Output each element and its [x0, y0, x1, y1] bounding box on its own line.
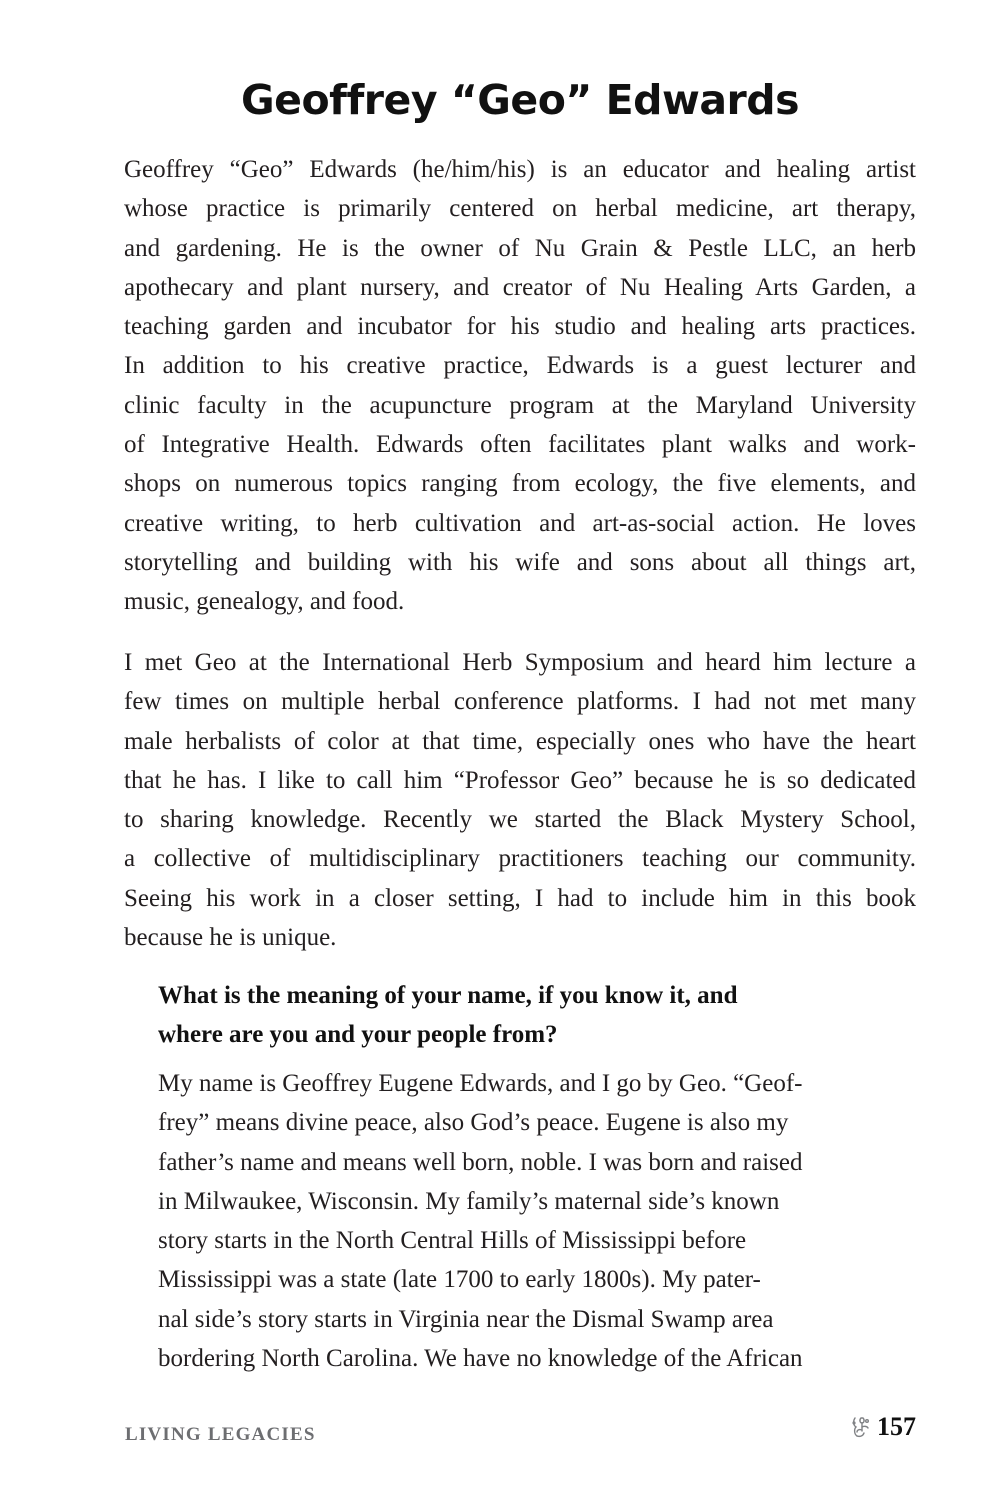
text-line: I met Geo at the International Herb Symposium and heard him lecture a: [124, 649, 916, 676]
answer-line: bordering North Carolina. We have no knowledge of the African: [158, 1345, 803, 1373]
text-line: male herbalists of color at that time, especially ones who have the heart: [124, 727, 916, 755]
text-line: music, genealogy, and food.: [124, 588, 405, 616]
intro-paragraph: [124, 150, 916, 622]
text-line: to sharing knowledge. Recently we started the Black Mystery School,: [124, 806, 916, 834]
text-line: clinic faculty in the acupuncture program at the Maryland University: [124, 391, 916, 419]
interview-question: [158, 976, 878, 1055]
text-line: creative writing, to herb cultivation and art-as-social action. He loves: [124, 509, 916, 537]
text-line: that he has. I like to call him “Professor Geo” because he is so dedicated: [124, 766, 916, 794]
text-line: shops on numerous topics ranging from ecology, the five elements, and: [124, 470, 916, 498]
text-line: storytelling and building with his wife and sons about all things art,: [124, 548, 916, 576]
interview-answer: [158, 1064, 880, 1378]
page-title: Geoffrey “Geo” Edwards: [241, 76, 799, 124]
answer-line: in Milwaukee, Wisconsin. My family’s maternal side’s known: [158, 1187, 780, 1215]
page-number: 157: [877, 1412, 916, 1441]
text-line: of Integrative Health. Edwards often facilitates plant walks and work-: [124, 431, 916, 459]
text-line: because he is unique.: [124, 924, 337, 952]
answer-line: story starts in the North Central Hills of Mississippi before: [158, 1227, 747, 1255]
question-line: What is the meaning of your name, if you know it, and: [158, 982, 738, 1009]
text-line: Geoffrey “Geo” Edwards (he/him/his) is an educator and healing artist: [124, 156, 916, 183]
answer-line: nal side’s story starts in Virginia near the Dismal Swamp area: [158, 1305, 774, 1333]
text-line: Seeing his work in a closer setting, I had to include him in this book: [124, 884, 916, 912]
answer-line: frey” means divine peace, also God’s peace. Eugene is also my: [158, 1109, 789, 1137]
text-line: In addition to his creative practice, Edwards is a guest lecturer and: [124, 352, 916, 380]
text-line: apothecary and plant nursery, and creator of Nu Healing Arts Garden, a: [124, 273, 916, 301]
text-line: and gardening. He is the owner of Nu Grain & Pestle LLC, an herb: [124, 234, 916, 262]
text-line: a collective of multidisciplinary practitioners teaching our community.: [124, 845, 916, 873]
text-line: teaching garden and incubator for his studio and healing arts practices.: [124, 313, 916, 341]
question-line: where are you and your people from?: [158, 1021, 558, 1049]
text-line: whose practice is primarily centered on herbal medicine, art therapy,: [124, 195, 916, 223]
answer-line: My name is Geoffrey Eugene Edwards, and I go by Geo. “Geof-: [158, 1070, 803, 1097]
floral-ornament-icon: [851, 1415, 871, 1439]
text-line: few times on multiple herbal conference platforms. I had not met many: [124, 688, 916, 716]
answer-line: father’s name and means well born, noble. I was born and raised: [158, 1148, 803, 1176]
running-title: LIVING LEGACIES: [125, 1424, 316, 1445]
answer-line: Mississippi was a state (late 1700 to early 1800s). My pater-: [158, 1266, 761, 1294]
author-note-paragraph: [124, 643, 916, 957]
page-number-block: [851, 1412, 916, 1442]
